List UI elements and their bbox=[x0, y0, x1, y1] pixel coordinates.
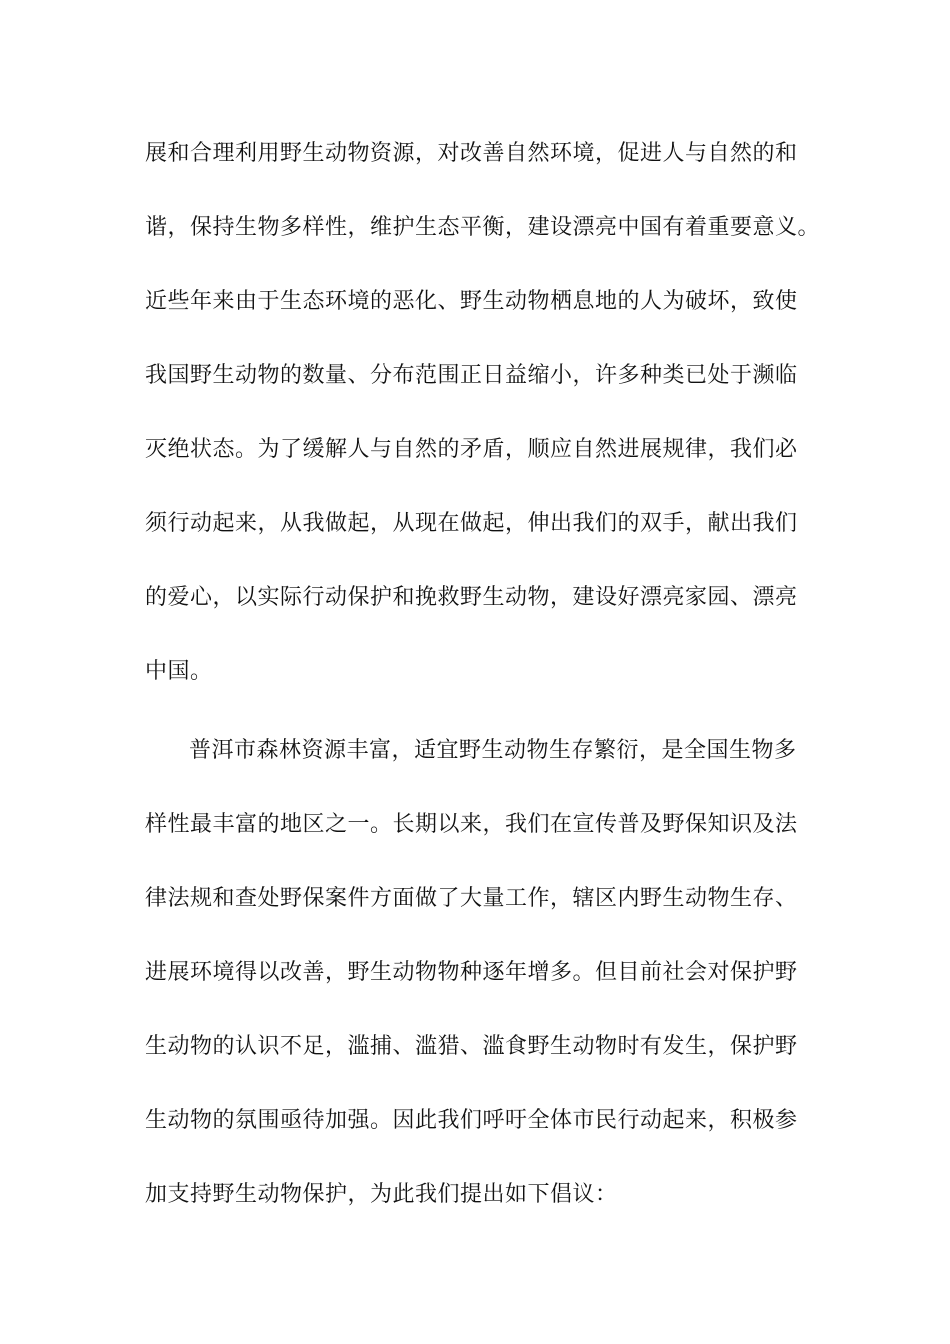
text-line: 近些年来由于生态环境的恶化、野生动物栖息地的人为破坏，致使 bbox=[145, 289, 798, 314]
text-line: 进展环境得以改善，野生动物物种逐年增多。但目前社会对保护野 bbox=[145, 960, 798, 985]
text-line: 加支持野生动物保护，为此我们提出如下倡议： bbox=[145, 1182, 618, 1207]
text-line: 的爱心，以实际行动保护和挽救野生动物，建设好漂亮家园、漂亮 bbox=[145, 585, 798, 610]
text-line: 灭绝状态。为了缓解人与自然的矛盾，顺应自然进展规律，我们必 bbox=[145, 437, 798, 462]
text-line: 谐，保持生物多样性，维护生态平衡，建设漂亮中国有着重要意义。 bbox=[145, 215, 821, 240]
text-line: 须行动起来，从我做起，从现在做起，伸出我们的双手，献出我们 bbox=[145, 511, 798, 536]
text-line: 展和合理利用野生动物资源，对改善自然环境，促进人与自然的和 bbox=[145, 141, 798, 166]
text-line: 生动物的氛围亟待加强。因此我们呼吁全体市民行动起来，积极参 bbox=[145, 1108, 798, 1133]
paragraph-first-line: 普洱市森林资源丰富，适宜野生动物生存繁衍，是全国生物多 bbox=[189, 738, 797, 763]
text-line: 生动物的认识不足，滥捕、滥猎、滥食野生动物时有发生，保护野 bbox=[145, 1034, 798, 1059]
text-line: 样性最丰富的地区之一。长期以来，我们在宣传普及野保知识及法 bbox=[145, 812, 798, 837]
text-line: 中国。 bbox=[145, 659, 213, 684]
text-line: 我国野生动物的数量、分布范围正日益缩小，许多种类已处于濒临 bbox=[145, 363, 798, 388]
text-line: 律法规和查处野保案件方面做了大量工作，辖区内野生动物生存、 bbox=[145, 886, 798, 911]
